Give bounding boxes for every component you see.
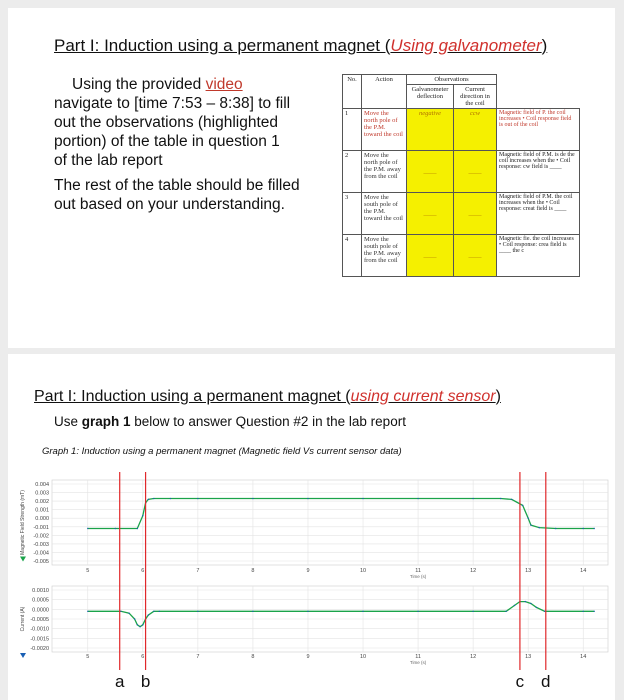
- y-tick-label: -0.004: [33, 550, 49, 557]
- instructions-line4: portion) of the table in question 1: [54, 133, 280, 150]
- x-axis-label: Time (s): [409, 574, 427, 579]
- y-tick-label: -0.0020: [30, 646, 49, 652]
- data-point: [128, 613, 129, 614]
- x-tick-label: 10: [359, 654, 367, 660]
- data-point: [137, 624, 138, 625]
- title-method: using current sensor: [350, 388, 496, 405]
- data-point: [544, 611, 545, 612]
- y-tick-label: -0.002: [33, 533, 49, 540]
- graph-caption: Graph 1: Induction using a permanent magnet (Magnetic field Vs current sensor data): [42, 446, 402, 457]
- data-point: [170, 498, 171, 499]
- data-point: [522, 505, 523, 506]
- data-point: [142, 624, 143, 625]
- data-point: [159, 611, 160, 612]
- data-point: [362, 498, 363, 499]
- instructions-line1: Using the provided video: [72, 76, 243, 93]
- x-tick-label: 11: [415, 654, 421, 660]
- x-tick-label: 5: [86, 568, 90, 574]
- data-point: [530, 603, 531, 604]
- instructions-line3: out the observations (highlighted: [54, 114, 279, 131]
- instructions-line5: of the lab report: [54, 152, 163, 169]
- data-point: [153, 498, 154, 499]
- y-tick-label: -0.005: [33, 559, 49, 565]
- galvanometer-cell[interactable]: negative: [407, 109, 454, 151]
- marker-label-b: b: [140, 672, 151, 691]
- col-current-direction: Current direction in the coil: [454, 85, 497, 109]
- x-tick-label: 8: [251, 568, 255, 574]
- marker-label-d: d: [541, 672, 551, 691]
- current-cell[interactable]: ____: [454, 235, 497, 277]
- data-point: [197, 611, 198, 612]
- part1-title: Part I: Induction using a permanent magnet (Using galvanometer): [54, 36, 548, 55]
- data-point: [87, 611, 88, 612]
- data-point: [142, 515, 143, 516]
- x-tick-label: 13: [525, 568, 532, 574]
- data-point: [134, 618, 135, 619]
- data-point: [594, 528, 595, 529]
- data-point: [362, 611, 363, 612]
- galvanometer-cell[interactable]: ____: [407, 193, 454, 235]
- col-galvanometer: Galvanometer deflection: [407, 85, 454, 109]
- y-tick-label: -0.0005: [30, 617, 49, 623]
- x-tick-label: 6: [141, 654, 145, 660]
- data-point: [514, 605, 515, 606]
- graph-1: [8, 354, 615, 700]
- data-point: [525, 601, 526, 602]
- y-tick-label: 0.004: [35, 482, 49, 488]
- data-point: [148, 614, 149, 615]
- data-point: [87, 528, 88, 529]
- x-tick-label: 9: [306, 568, 310, 574]
- y-tick-label: -0.003: [33, 541, 49, 548]
- x-tick-label: 5: [86, 654, 90, 660]
- data-point: [148, 499, 149, 500]
- title-method: Using galvanometer: [390, 36, 542, 55]
- y-tick-label: 0.0005: [32, 597, 49, 604]
- data-point: [583, 528, 584, 529]
- marker-label-a: a: [114, 672, 125, 691]
- instructions-line2: navigate to [time 7:53 – 8:38] to fill: [54, 95, 291, 112]
- x-tick-label: 14: [580, 568, 587, 574]
- axis-arrow-icon: [20, 557, 26, 562]
- data-point: [417, 611, 418, 612]
- data-point: [252, 498, 253, 499]
- x-tick-label: 8: [251, 654, 255, 660]
- y-tick-label: 0.0010: [32, 588, 49, 594]
- galvanometer-cell[interactable]: ____: [407, 235, 454, 277]
- y-tick-label: 0.0000: [32, 607, 49, 614]
- x-tick-label: 10: [359, 568, 367, 574]
- col-observations: Observations: [407, 75, 497, 85]
- y-axis-label: Magnetic Field Strength (mT): [20, 490, 26, 555]
- table-row: 3 Move the south pole of the P.M. toward the coil ____ ____ Magnetic field of P.M. the coil increases when the • Coil response: creat field is ____: [343, 193, 580, 235]
- observations-table: [342, 74, 580, 277]
- table-row: 4 Move the south pole of the P.M. away from the coil ____ ____ Magnetic fie. the coil increases • Coil response: crea field is ____ the c: [343, 235, 580, 277]
- data-point: [594, 611, 595, 612]
- table-row: 2 Move the north pole of the P.M. away from the coil ____ ____ Magnetic field of P.M. is de the coil increases when the • Coil response: cw field is ____: [343, 151, 580, 193]
- y-tick-label: 0.003: [35, 490, 49, 497]
- data-point: [252, 611, 253, 612]
- data-point: [153, 611, 154, 612]
- y-tick-label: -0.001: [33, 524, 49, 531]
- data-point: [583, 611, 584, 612]
- video-link[interactable]: video: [205, 76, 243, 93]
- col-no: No.: [343, 75, 362, 109]
- data-point: [527, 518, 528, 519]
- y-tick-label: 0.000: [35, 516, 49, 523]
- instructions2-line2: out based on your understanding.: [54, 196, 285, 213]
- data-point: [500, 498, 501, 499]
- x-tick-label: 14: [580, 654, 587, 660]
- data-point: [139, 626, 140, 627]
- data-point: [555, 528, 556, 529]
- x-tick-label: 7: [196, 654, 200, 660]
- slide-part1: [8, 8, 615, 348]
- x-tick-label: 13: [525, 654, 532, 660]
- x-tick-label: 6: [141, 568, 145, 574]
- data-point: [472, 498, 473, 499]
- data-point: [307, 498, 308, 499]
- y-axis-label: Current (A): [20, 606, 26, 632]
- current-cell[interactable]: ccw: [454, 109, 497, 151]
- x-tick-label: 12: [470, 568, 477, 574]
- marker-label-c: c: [515, 672, 525, 691]
- data-point: [536, 607, 537, 608]
- x-tick-label: 7: [196, 568, 200, 574]
- data-point: [307, 611, 308, 612]
- data-point: [538, 527, 539, 528]
- data-point: [137, 528, 138, 529]
- data-point: [115, 528, 116, 529]
- current-cell[interactable]: ____: [454, 151, 497, 193]
- slide-part2: [8, 354, 615, 700]
- col-action: Action: [362, 75, 407, 109]
- y-tick-label: -0.0010: [30, 626, 49, 633]
- data-point: [530, 524, 531, 525]
- current-cell[interactable]: ____: [454, 193, 497, 235]
- x-axis-label: Time (s): [409, 660, 427, 665]
- axis-arrow-icon: [20, 653, 26, 658]
- galvanometer-cell[interactable]: ____: [407, 151, 454, 193]
- x-tick-label: 9: [306, 654, 310, 660]
- data-point: [120, 611, 121, 612]
- graph-instruction: Use graph 1 below to answer Question #2 in the lab report: [54, 414, 406, 429]
- table-row: 1 Move the north pole of the P.M. toward the coil negative ccw Magnetic field of P. the coil increases • Coil response field is out of the coil: [343, 109, 580, 151]
- x-tick-label: 12: [470, 654, 477, 660]
- data-point: [417, 498, 418, 499]
- instructions2-line1: The rest of the table should be filled: [54, 177, 300, 194]
- data-point: [511, 499, 512, 500]
- part2-title: Part I: Induction using a permanent magnet (using current sensor): [34, 388, 501, 405]
- y-tick-label: 0.001: [35, 507, 49, 514]
- x-tick-label: 11: [415, 568, 421, 574]
- data-point: [505, 611, 506, 612]
- y-tick-label: 0.002: [35, 499, 49, 506]
- data-point: [472, 611, 473, 612]
- y-tick-label: -0.0015: [30, 636, 49, 643]
- data-point: [197, 498, 198, 499]
